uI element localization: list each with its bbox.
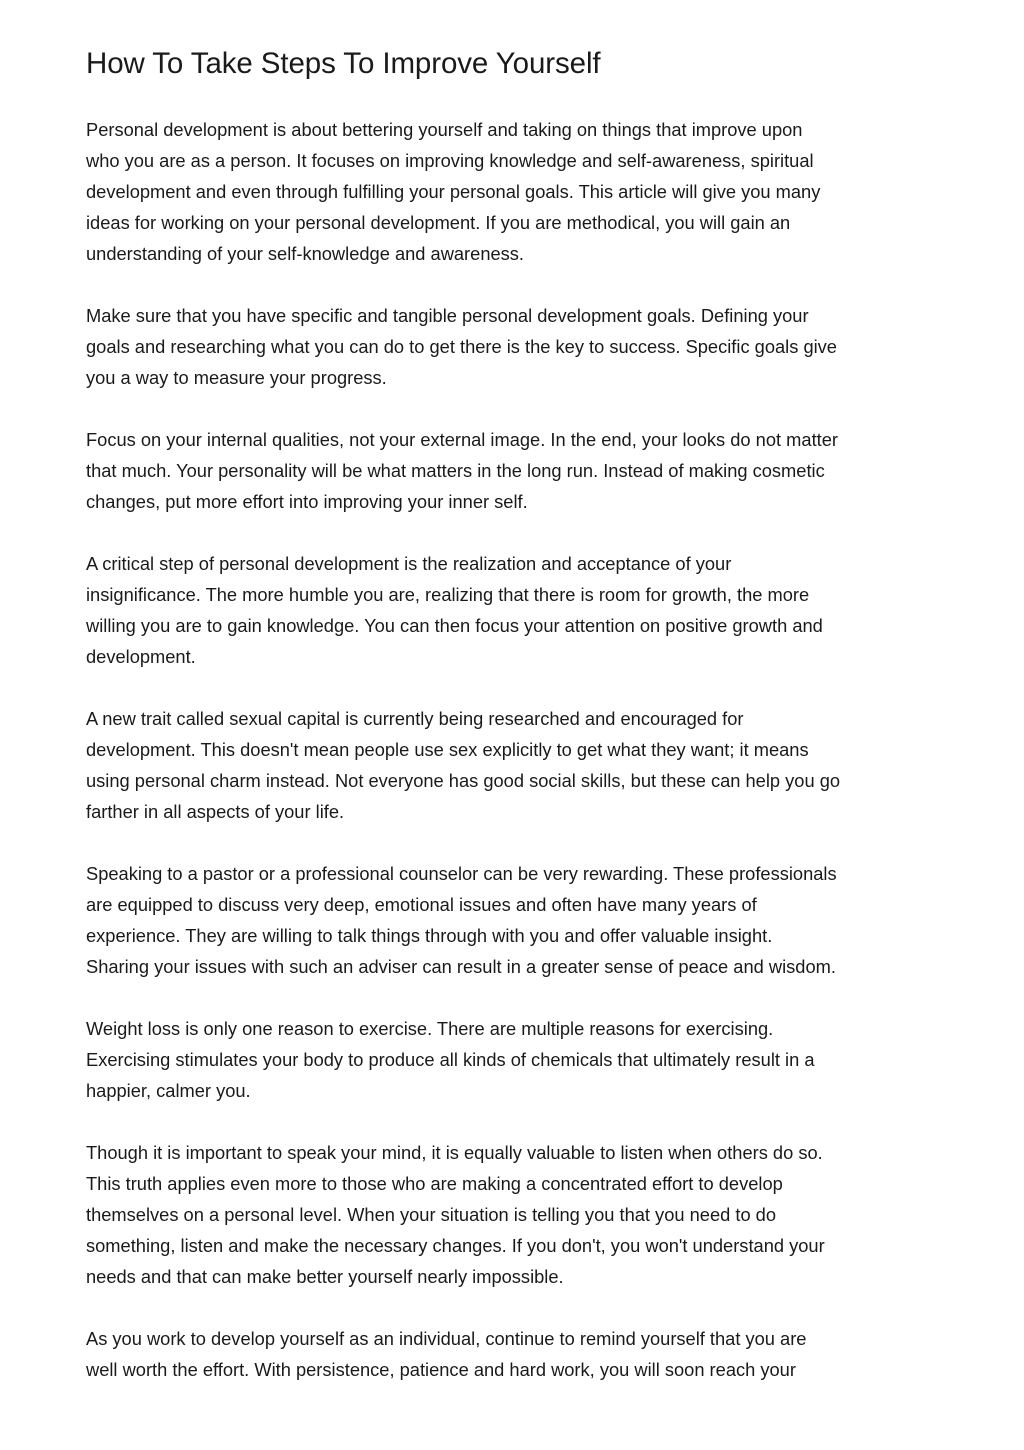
paragraph <box>86 858 956 982</box>
paragraph-line: Weight loss is only one reason to exercise. There are multiple reasons for exercising. <box>86 1018 774 1039</box>
paragraph-line: experience. They are willing to talk things through with you and offer valuable insight. <box>86 925 773 946</box>
paragraph <box>86 703 956 827</box>
paragraph-line: A new trait called sexual capital is currently being researched and encouraged for <box>86 708 744 729</box>
paragraph-line: insignificance. The more humble you are, realizing that there is room for growth, the more <box>86 584 810 605</box>
paragraph-line: something, listen and make the necessary changes. If you don't, you won't understand your <box>86 1235 825 1256</box>
paragraph <box>86 548 956 672</box>
document-title: How To Take Steps To Improve Yourself <box>86 47 601 80</box>
paragraph-line: As you work to develop yourself as an individual, continue to remind yourself that you are <box>86 1328 807 1349</box>
paragraph-line: you a way to measure your progress. <box>86 367 387 388</box>
paragraph-line: themselves on a personal level. When your situation is telling you that you need to do <box>86 1204 777 1225</box>
paragraph-line: Though it is important to speak your mind, it is equally valuable to listen when others do so. <box>86 1142 823 1163</box>
paragraph <box>86 300 956 393</box>
paragraph-line: development. This doesn't mean people use sex explicitly to get what they want; it means <box>86 739 809 760</box>
paragraph-line: understanding of your self-knowledge and awareness. <box>86 243 525 264</box>
paragraph-line: who you are as a person. It focuses on improving knowledge and self-awareness, spiritual <box>86 150 814 171</box>
paragraph-line: A critical step of personal development is the realization and acceptance of your <box>86 553 732 574</box>
paragraph-line: using personal charm instead. Not everyone has good social skills, but these can help you go <box>86 770 841 791</box>
paragraph <box>86 1137 956 1292</box>
document-body <box>86 114 956 1416</box>
paragraph-line: needs and that can make better yourself nearly impossible. <box>86 1266 564 1287</box>
paragraph-line: farther in all aspects of your life. <box>86 801 345 822</box>
paragraph <box>86 424 956 517</box>
paragraph-line: willing you are to gain knowledge. You can then focus your attention on positive growth and <box>86 615 823 636</box>
paragraph-line: development and even through fulfilling your personal goals. This article will give you many <box>86 181 821 202</box>
document-page <box>86 0 956 1450</box>
paragraph-line: that much. Your personality will be what matters in the long run. Instead of making cosmetic <box>86 460 825 481</box>
paragraph-line: are equipped to discuss very deep, emotional issues and often have many years of <box>86 894 757 915</box>
paragraph-line: Sharing your issues with such an adviser can result in a greater sense of peace and wisdom. <box>86 956 836 977</box>
paragraph-line: well worth the effort. With persistence, patience and hard work, you will soon reach your <box>86 1359 796 1380</box>
paragraph-line: happier, calmer you. <box>86 1080 251 1101</box>
paragraph-line: ideas for working on your personal development. If you are methodical, you will gain an <box>86 212 791 233</box>
paragraph-line: Personal development is about bettering yourself and taking on things that improve upon <box>86 119 803 140</box>
paragraph <box>86 1323 956 1385</box>
paragraph <box>86 114 956 269</box>
paragraph-line: Exercising stimulates your body to produce all kinds of chemicals that ultimately result in a <box>86 1049 815 1070</box>
paragraph-line: changes, put more effort into improving your inner self. <box>86 491 528 512</box>
paragraph-line: This truth applies even more to those who are making a concentrated effort to develop <box>86 1173 783 1194</box>
paragraph <box>86 1013 956 1106</box>
paragraph-line: development. <box>86 646 196 667</box>
paragraph-line: Focus on your internal qualities, not your external image. In the end, your looks do not matter <box>86 429 838 450</box>
paragraph-line: goals and researching what you can do to get there is the key to success. Specific goals give <box>86 336 837 357</box>
paragraph-line: Make sure that you have specific and tangible personal development goals. Defining your <box>86 305 809 326</box>
paragraph-line: Speaking to a pastor or a professional counselor can be very rewarding. These professionals <box>86 863 837 884</box>
